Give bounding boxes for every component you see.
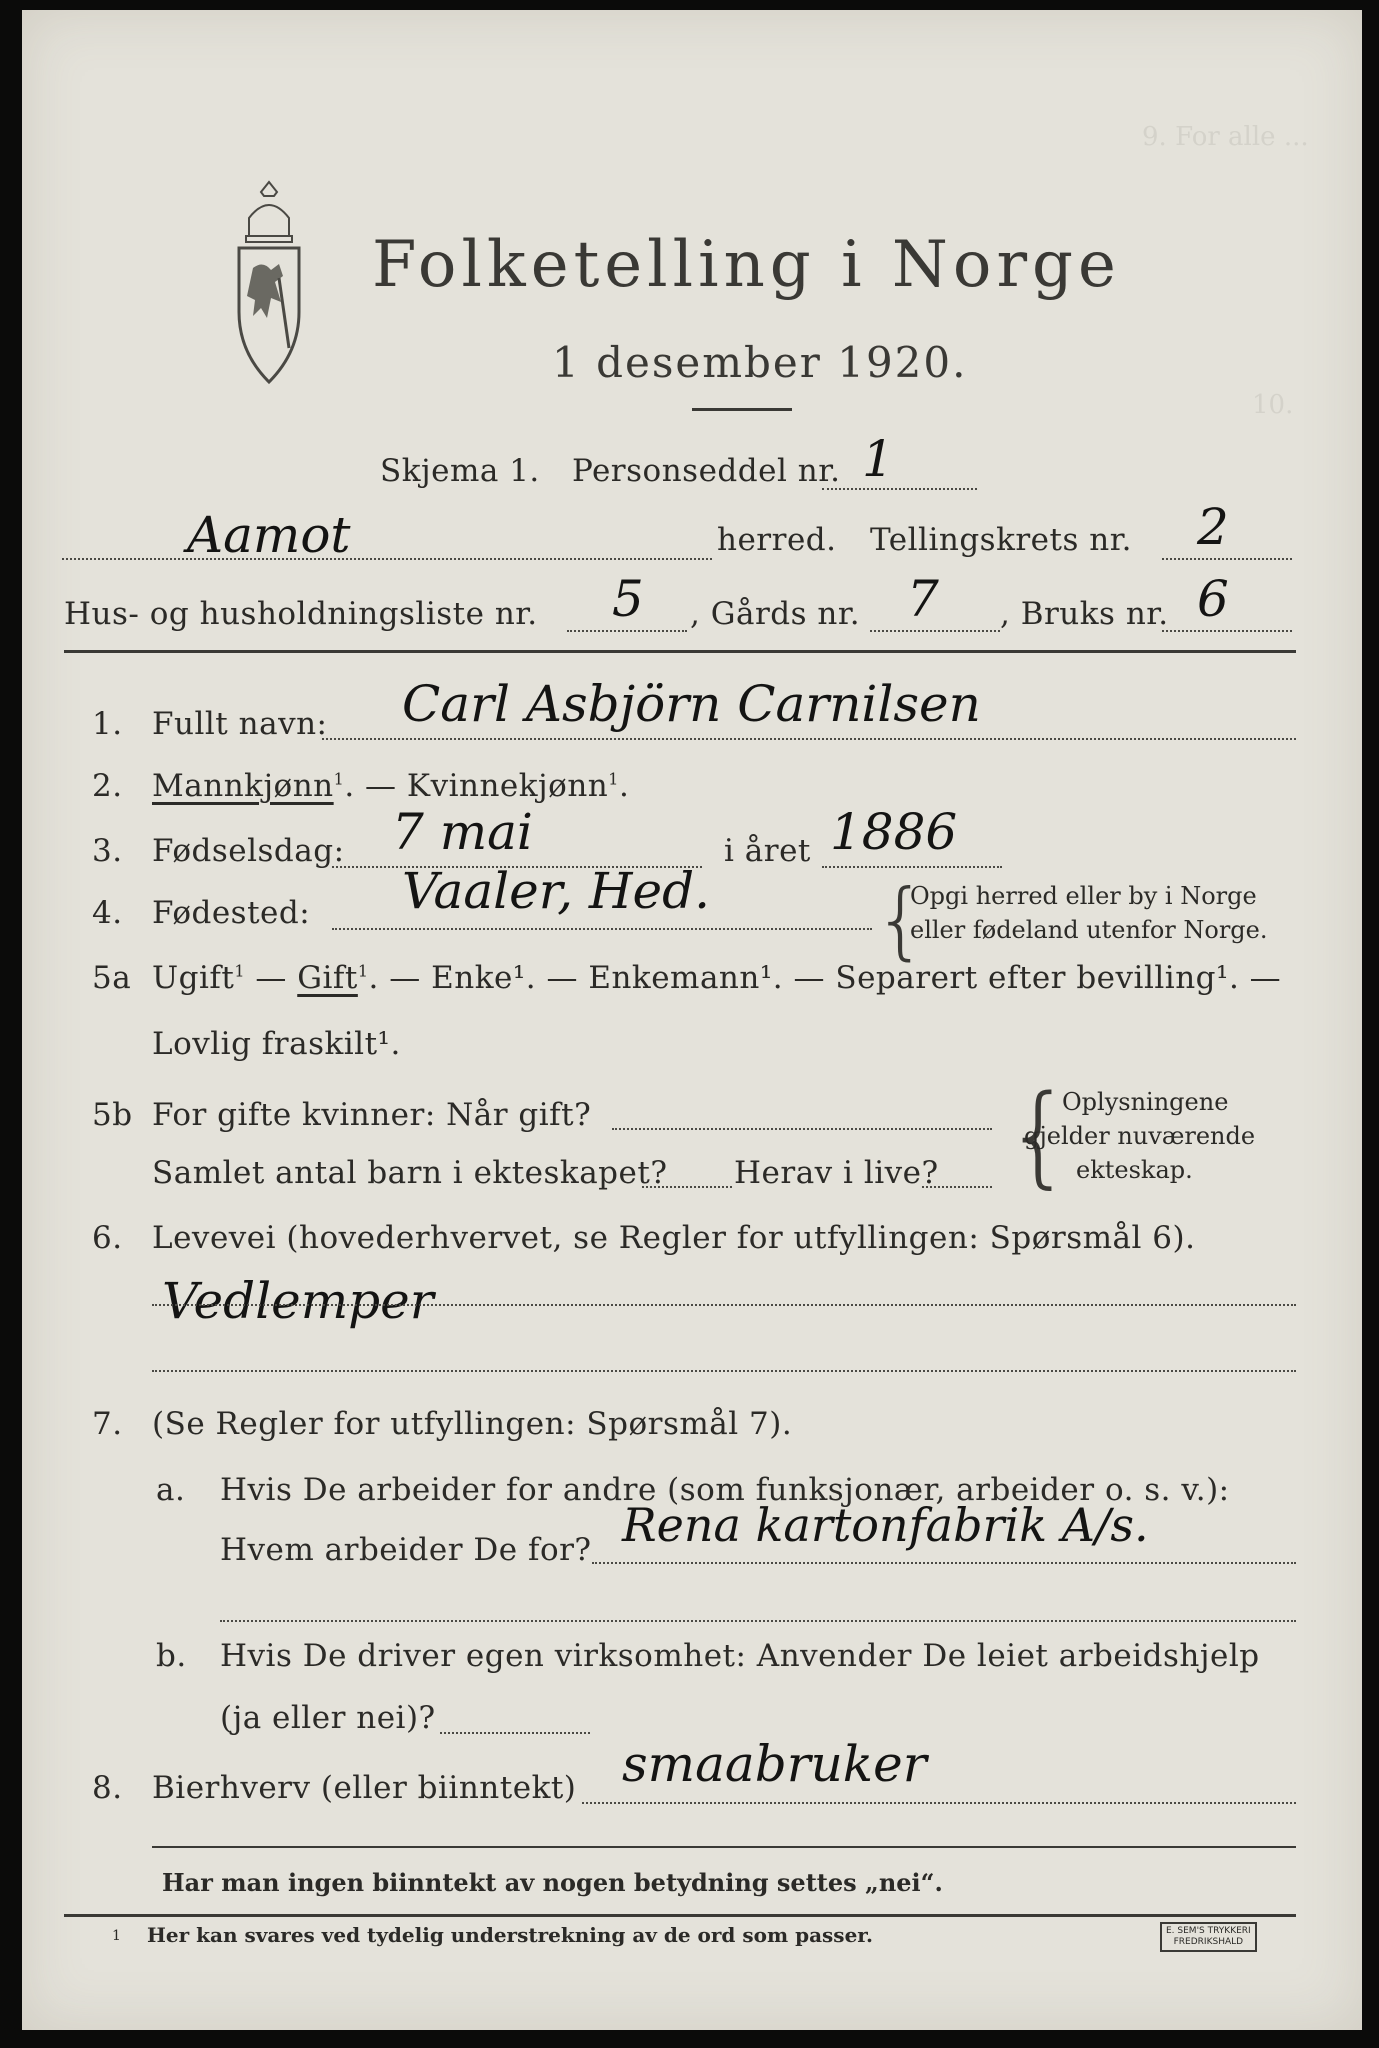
q5b-label-married: For gifte kvinner: Når gift?	[152, 1097, 592, 1133]
marital-fraskilt-option[interactable]: Lovlig fraskilt¹.	[152, 1026, 401, 1062]
q5b-note-1: Oplysningene	[1062, 1088, 1229, 1116]
gards-value[interactable]: 7	[907, 570, 939, 628]
side-income-value[interactable]: smaabruker	[622, 1735, 927, 1793]
herred-line	[62, 558, 712, 560]
gards-label: , Gårds nr.	[690, 596, 861, 632]
q5b-note-3: ekteskap.	[1076, 1156, 1193, 1184]
bleed-through: 10.	[1252, 390, 1294, 420]
q8-label: Bierhverv (eller biinntekt)	[152, 1770, 577, 1806]
q4-label: Fødested:	[152, 895, 311, 931]
bleed-through: 9. For alle ...	[1142, 122, 1309, 152]
bruks-label: , Bruks nr.	[1000, 596, 1169, 632]
tellingskrets-value[interactable]: 2	[1197, 498, 1229, 556]
full-name-line	[322, 738, 1296, 740]
q7b-label-2: (ja eller nei)?	[220, 1700, 436, 1736]
q5b-label-children: Samlet antal barn i ekteskapet?	[152, 1155, 668, 1191]
footnote-mark: 1	[112, 1928, 121, 1944]
q7b-letter: b.	[156, 1638, 187, 1674]
form-title: Folketelling i Norge	[372, 228, 1121, 302]
employer-value[interactable]: Rena kartonfabrik A/s.	[622, 1498, 1149, 1552]
hus-line	[567, 630, 687, 632]
gards-line	[870, 630, 1000, 632]
birthplace-line	[332, 928, 872, 930]
q5a-number: 5a	[92, 960, 132, 996]
footer-rule	[152, 1846, 1296, 1848]
q5b-note-2: gjelder nuværende	[1024, 1122, 1256, 1150]
q7-number: 7.	[92, 1406, 123, 1442]
hus-label: Hus- og husholdningsliste nr.	[64, 596, 538, 632]
sex-male-option[interactable]: Mannkjønn	[152, 768, 334, 804]
q5b-label-alive: Herav i live?	[734, 1155, 939, 1191]
occupation-line-1	[152, 1304, 1296, 1306]
children-line	[642, 1186, 732, 1188]
norwegian-coat-of-arms-icon	[219, 178, 319, 386]
q6-number: 6.	[92, 1220, 123, 1256]
personseddel-value[interactable]: 1	[862, 430, 894, 488]
herred-value[interactable]: Aamot	[187, 506, 351, 564]
birthplace-value[interactable]: Vaaler, Hed.	[402, 862, 711, 920]
hired-help-line	[440, 1732, 590, 1734]
herred-label: herred.	[717, 522, 837, 558]
q7-label: (Se Regler for utfyllingen: Spørsmål 7).	[152, 1406, 793, 1442]
title-divider	[692, 408, 792, 411]
tellingskrets-line	[1162, 558, 1292, 560]
q8-number: 8.	[92, 1770, 123, 1806]
printer-stamp: E. SEM'S TRYKKERI FREDRIKSHALD	[1160, 1922, 1257, 1952]
q4-note-2: eller fødeland utenfor Norge.	[910, 916, 1268, 944]
q7a-letter: a.	[156, 1472, 186, 1508]
birth-year-value[interactable]: 1886	[830, 803, 958, 861]
q7b-label-1: Hvis De driver egen virksomhet: Anvender De leiet arbeidshjelp	[220, 1638, 1260, 1674]
hus-value[interactable]: 5	[612, 570, 644, 628]
q1-label: Fullt navn:	[152, 706, 328, 742]
q4-number: 4.	[92, 895, 123, 931]
skjema-label: Skjema 1.	[380, 453, 540, 489]
footnote-text: Her kan svares ved tydelig understrekning av de ord som passer.	[147, 1923, 873, 1947]
sex-female-option[interactable]: Kvinnekjønn	[406, 768, 609, 804]
employer-line-2	[220, 1620, 1296, 1622]
married-when-line	[612, 1128, 992, 1130]
q2-number: 2.	[92, 768, 123, 804]
census-form	[22, 10, 1362, 2030]
q3-year-label: i året	[724, 833, 811, 869]
occupation-value[interactable]: Vedlemper	[162, 1272, 434, 1330]
footnote-rule	[64, 1914, 1296, 1917]
sex-options: Mannkjønn$^1$. — Kvinnekjønn$^1$.	[152, 768, 630, 804]
personseddel-line	[822, 488, 977, 490]
q6-label: Levevei (hovederhvervet, se Regler for utfyllingen: Spørsmål 6).	[152, 1220, 1196, 1256]
q3-number: 3.	[92, 833, 123, 869]
q1-number: 1.	[92, 706, 123, 742]
alive-line	[922, 1186, 992, 1188]
marital-options: Ugift$^1$ — Gift$^1$. — Enke¹. — Enkemann¹. — Separert efter bevilling¹. —	[152, 960, 1282, 996]
employer-line	[592, 1562, 1296, 1564]
q4-note-1: Opgi herred eller by i Norge	[910, 882, 1257, 910]
footer-note: Har man ingen biinntekt av nogen betydning settes „nei“.	[162, 1868, 943, 1897]
birth-year-line	[822, 866, 1002, 868]
bruks-value[interactable]: 6	[1197, 570, 1229, 628]
q3-label: Fødselsdag:	[152, 833, 345, 869]
note-brace: {	[1004, 1071, 1074, 1199]
tellingskrets-label: Tellingskrets nr.	[870, 522, 1132, 558]
marital-ugift-option[interactable]: Ugift	[152, 960, 235, 996]
marital-gift-option[interactable]: Gift	[297, 960, 358, 996]
q5b-number: 5b	[92, 1097, 133, 1133]
bruks-line	[1162, 630, 1292, 632]
birthday-value[interactable]: 7 mai	[392, 803, 533, 861]
header-rule	[64, 650, 1296, 653]
census-date: 1 desember 1920.	[552, 338, 968, 387]
occupation-line-2	[152, 1370, 1296, 1372]
q7a-label-1: Hvis De arbeider for andre (som funksjonær, arbeider o. s. v.):	[220, 1472, 1230, 1508]
q7a-label-2: Hvem arbeider De for?	[220, 1532, 592, 1568]
side-income-line	[582, 1802, 1296, 1804]
marital-other-options[interactable]: — Enke¹. — Enkemann¹. — Separert efter bevilling¹. —	[389, 960, 1282, 996]
note-brace: {	[874, 871, 928, 969]
personseddel-label: Personseddel nr.	[572, 453, 841, 489]
full-name-value[interactable]: Carl Asbjörn Carnilsen	[402, 675, 981, 733]
